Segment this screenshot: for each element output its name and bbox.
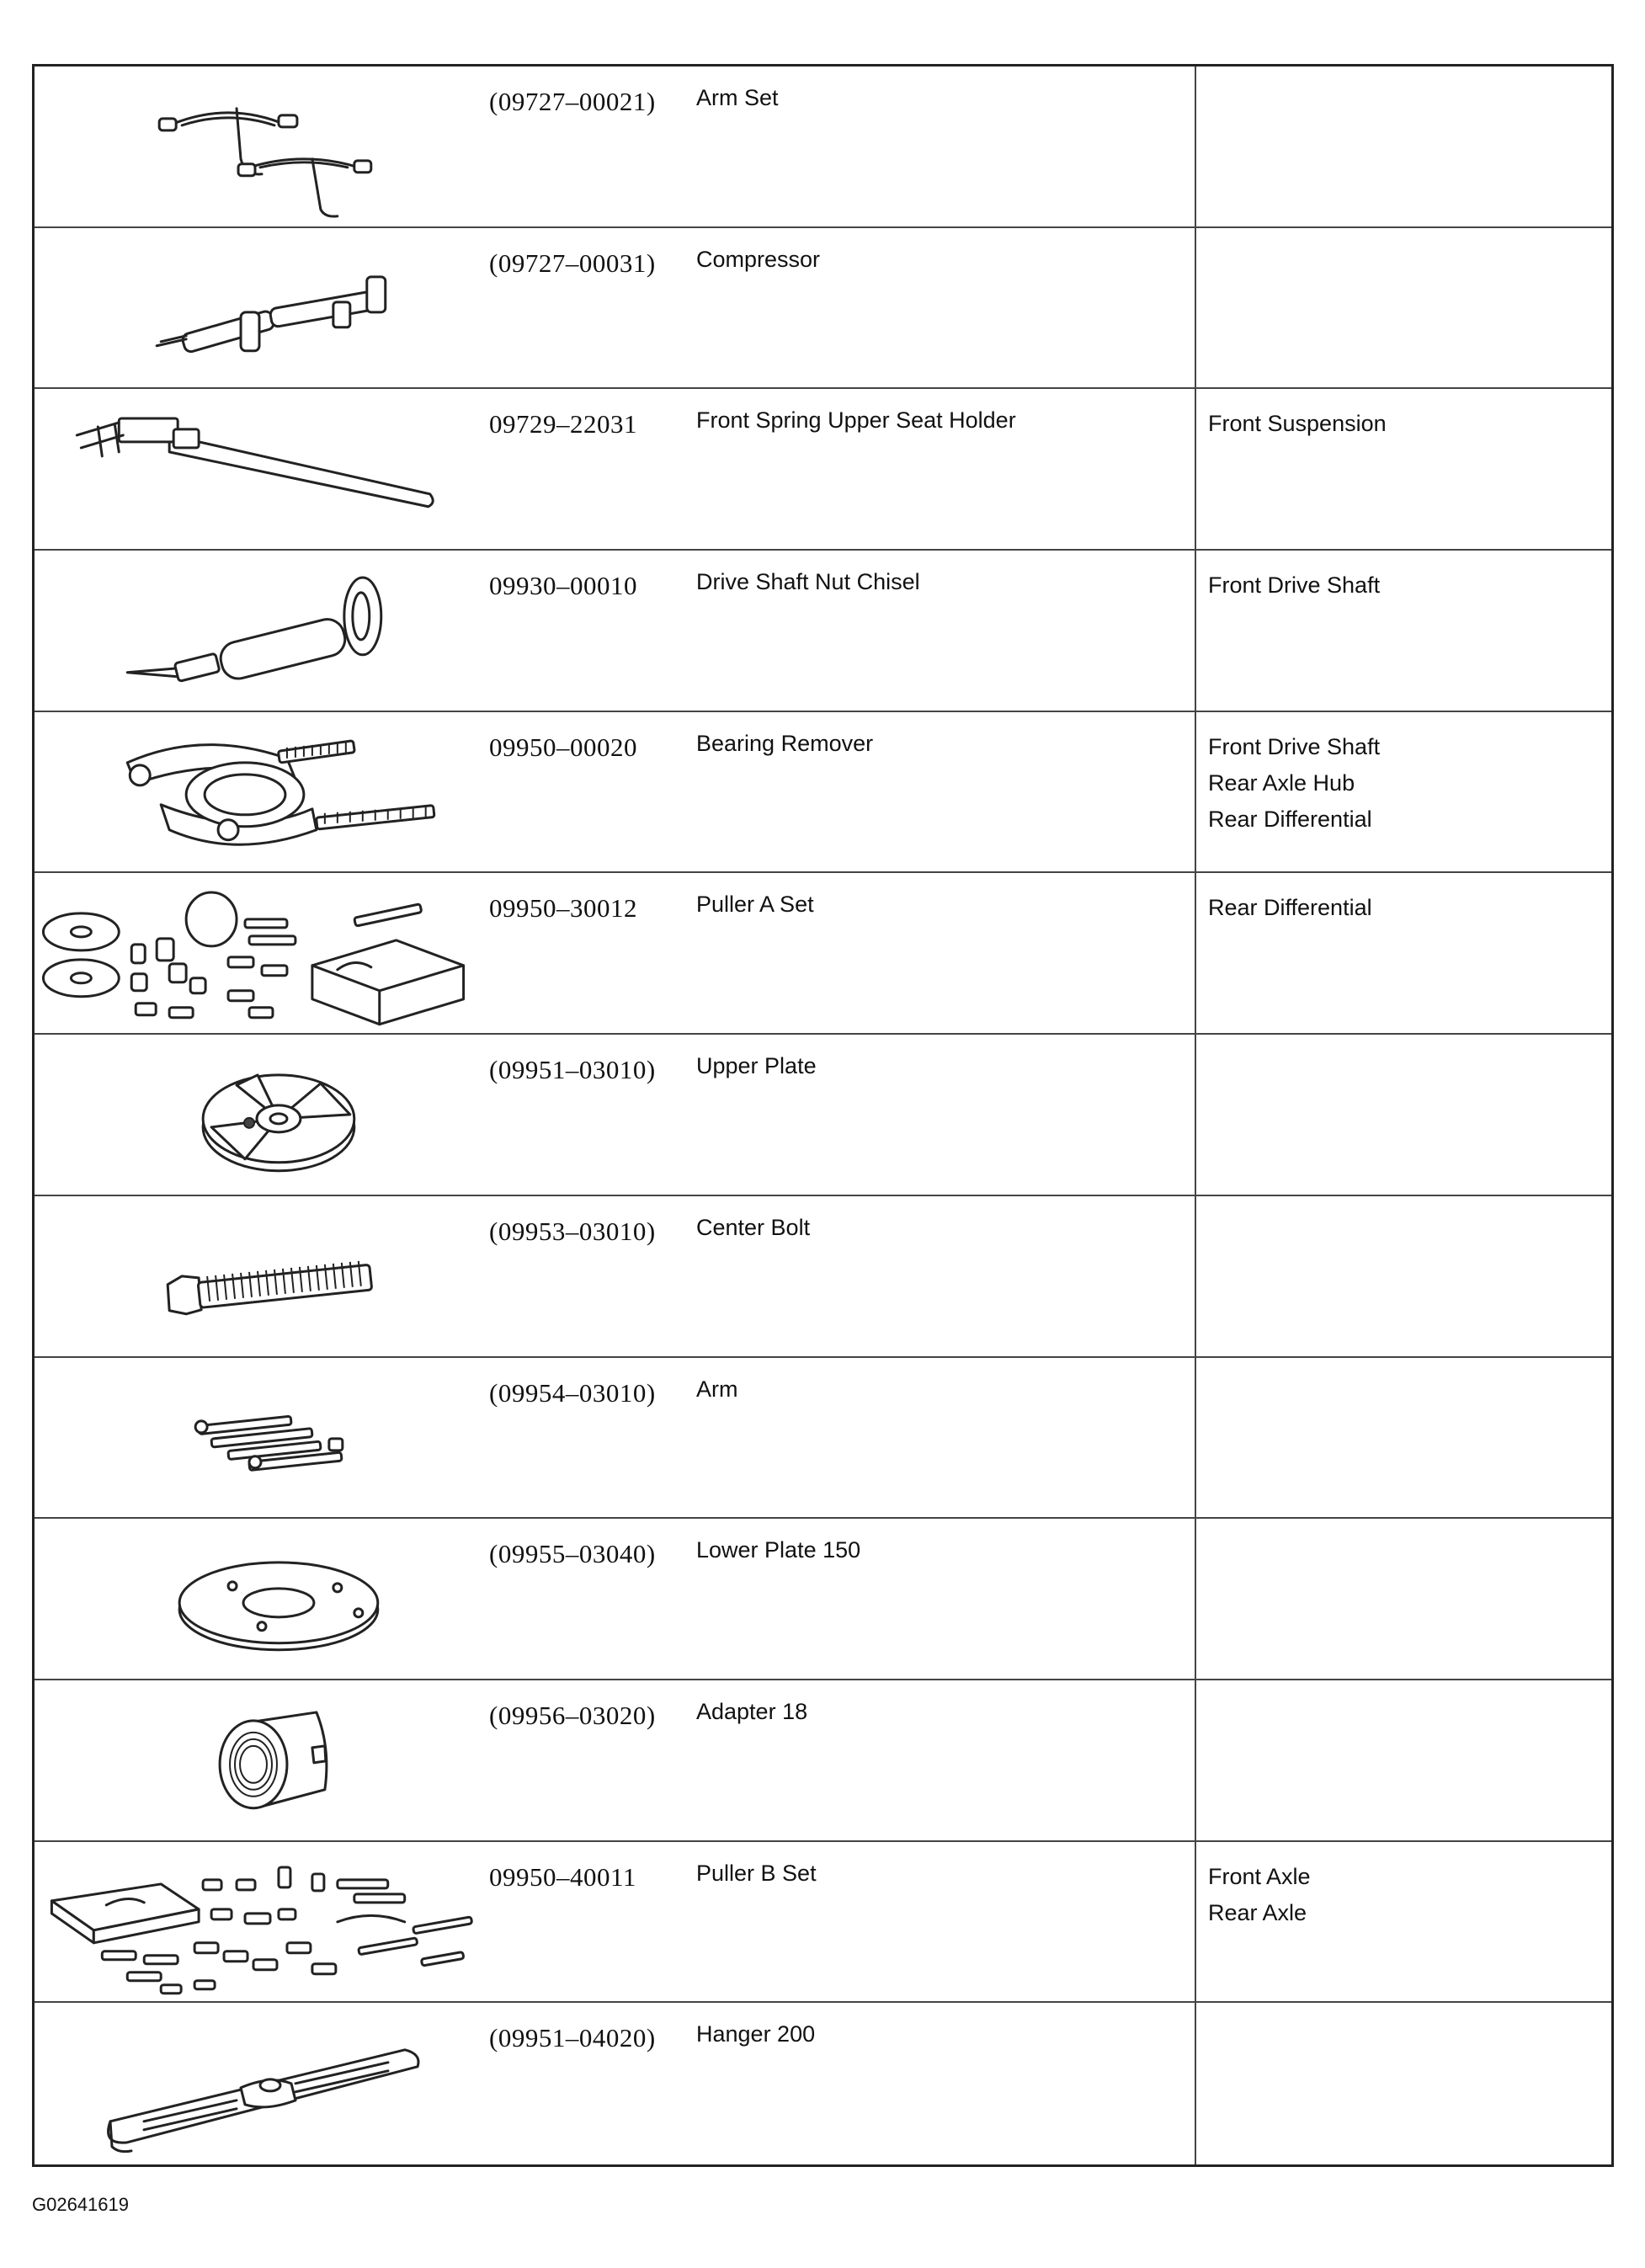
seat-holder-icon: [35, 389, 481, 549]
tool-name: Upper Plate: [696, 1053, 817, 1079]
tool-name: Lower Plate 150: [696, 1537, 861, 1563]
table-row: [35, 1519, 1611, 1680]
adapter-icon: [35, 1680, 481, 1840]
part-number: (09954–03010): [489, 1377, 656, 1408]
table-row: [35, 1035, 1611, 1196]
usage-cell: [1196, 1842, 1611, 2002]
usage-item: Front Axle: [1208, 1863, 1311, 1889]
upper-plate-icon: [35, 1035, 481, 1195]
table-row: [35, 2003, 1611, 2164]
tool-name: Bearing Remover: [696, 730, 874, 756]
table-row: [35, 389, 1611, 551]
part-number: 09729–22031: [489, 409, 637, 439]
compressor-icon: [35, 228, 481, 388]
usage-cell: [1196, 1035, 1611, 1195]
usage-cell: [1196, 1680, 1611, 1840]
tool-cell: [35, 712, 1196, 872]
usage-cell: [1196, 67, 1611, 226]
usage-cell: [1196, 1196, 1611, 1356]
tool-cell: [35, 389, 1196, 549]
usage-cell: [1196, 389, 1611, 549]
puller-b-set-icon: [35, 1842, 481, 2002]
tool-cell: [35, 1519, 1196, 1679]
usage-item: Front Drive Shaft: [1208, 733, 1381, 759]
usage-item: Front Drive Shaft: [1208, 572, 1381, 599]
table-row: [35, 1680, 1611, 1842]
usage-cell: [1196, 1519, 1611, 1679]
arm-icon: [35, 1358, 481, 1518]
tool-name: Compressor: [696, 246, 821, 272]
part-number: (09955–03040): [489, 1539, 656, 1569]
table-row: [35, 873, 1611, 1035]
usage-item: Rear Axle Hub: [1208, 769, 1355, 796]
arm-set-icon: [35, 67, 481, 226]
tool-name: Arm: [696, 1376, 738, 1402]
lower-plate-icon: [35, 1519, 481, 1679]
tool-name: Puller A Set: [696, 892, 814, 918]
figure-id: G02641619: [32, 2194, 129, 2215]
tool-name: Front Spring Upper Seat Holder: [696, 407, 1016, 434]
part-number: (09727–00031): [489, 248, 656, 278]
tool-cell: [35, 1196, 1196, 1356]
usage-item: Front Suspension: [1208, 411, 1387, 437]
tool-name: Arm Set: [696, 85, 779, 110]
table-row: [35, 1842, 1611, 2004]
part-number: (09951–04020): [489, 2023, 656, 2053]
tool-cell: [35, 1842, 1196, 2002]
part-number: (09951–03010): [489, 1055, 656, 1085]
tool-name: Center Bolt: [696, 1214, 811, 1240]
tool-cell: [35, 551, 1196, 711]
tool-cell: [35, 67, 1196, 226]
usage-cell: [1196, 712, 1611, 872]
tool-cell: [35, 1358, 1196, 1518]
usage-item: Rear Axle: [1208, 1899, 1307, 1925]
table-row: [35, 67, 1611, 228]
part-number: (09956–03020): [489, 1700, 656, 1730]
table-row: [35, 1196, 1611, 1358]
tool-cell: [35, 228, 1196, 388]
tool-name: Puller B Set: [696, 1860, 817, 1886]
part-number: 09950–40011: [489, 1861, 636, 1892]
tool-cell: [35, 1680, 1196, 1840]
table-row: [35, 551, 1611, 712]
tool-cell: [35, 1035, 1196, 1195]
part-number: (09953–03010): [489, 1216, 656, 1246]
usage-cell: [1196, 1358, 1611, 1518]
puller-a-set-icon: [35, 873, 481, 1033]
tool-name: Hanger 200: [696, 2021, 816, 2047]
usage-cell: [1196, 551, 1611, 711]
usage-cell: [1196, 2003, 1611, 2164]
tool-cell: [35, 2003, 1196, 2164]
table-row: [35, 1358, 1611, 1520]
usage-cell: [1196, 228, 1611, 388]
tool-cell: [35, 873, 1196, 1033]
tool-name: Adapter 18: [696, 1698, 808, 1724]
usage-item: Rear Differential: [1208, 895, 1372, 921]
table-row: [35, 228, 1611, 390]
part-number: 09930–00010: [489, 571, 637, 601]
center-bolt-icon: [35, 1196, 481, 1356]
tool-table: [32, 64, 1614, 2167]
part-number: 09950–30012: [489, 893, 637, 924]
part-number: 09950–00020: [489, 732, 637, 762]
bearing-remover-icon: [35, 712, 481, 872]
hanger-icon: [35, 2003, 481, 2164]
usage-cell: [1196, 873, 1611, 1033]
tool-name: Drive Shaft Nut Chisel: [696, 569, 920, 595]
usage-item: Rear Differential: [1208, 806, 1372, 832]
part-number: (09727–00021): [489, 87, 656, 116]
table-row: [35, 712, 1611, 874]
chisel-icon: [35, 551, 481, 711]
